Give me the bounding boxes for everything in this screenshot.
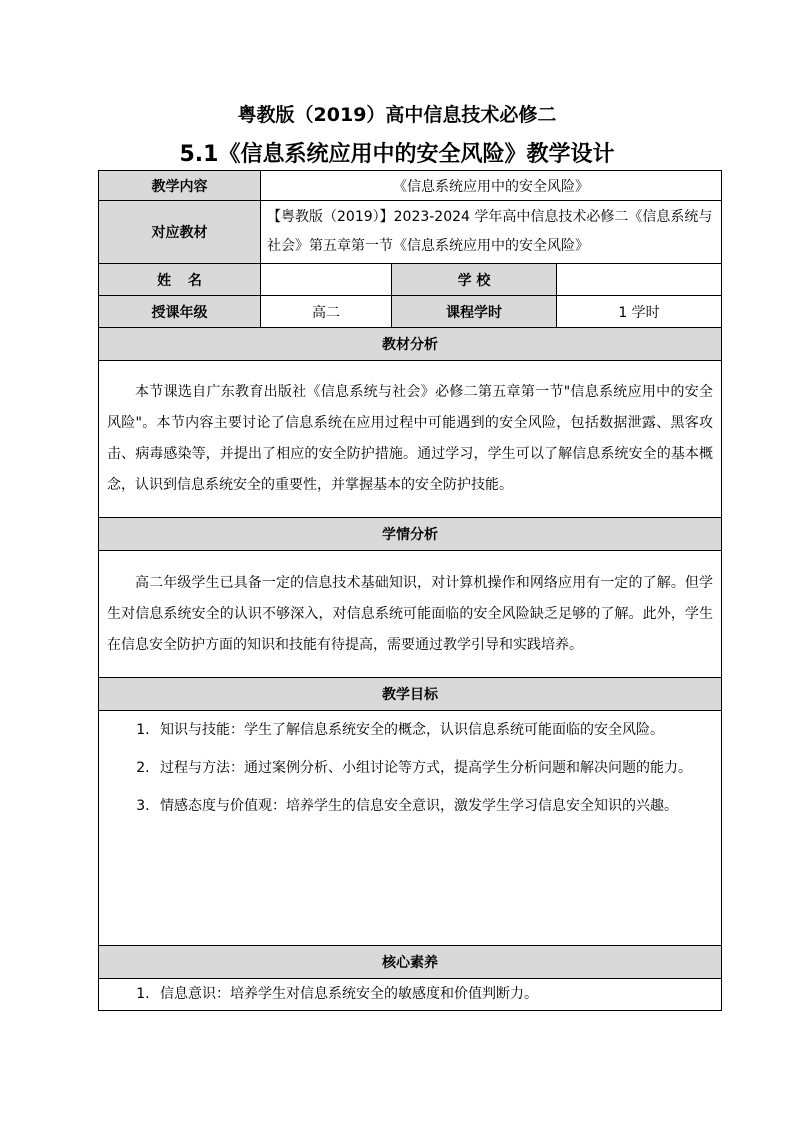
textbook-value: 【粤教版（2019）】2023-2024 学年高中信息技术必修二《信息系统与社会》第五章第一节《信息系统应用中的安全风险》 [261,201,722,264]
grade-label: 授课年级 [99,296,261,328]
table-row-students-text [99,551,722,678]
goal-item: 1. 知识与技能：学生了解信息系统安全的概念，认识信息系统可能面临的安全风险。 [154,715,713,746]
lesson-plan-table [98,170,722,1011]
table-row-content [99,171,722,201]
name-value [261,264,392,296]
table-row-textbook [99,201,722,264]
goals-cell [99,711,722,946]
hours-label: 课程学时 [392,296,557,328]
table-row-material-heading [99,328,722,361]
students-heading: 学情分析 [99,518,722,551]
literacy-heading: 核心素养 [99,946,722,979]
goal-item: 2. 过程与方法：通过案例分析、小组讨论等方式，提高学生分析问题和解决问题的能力。 [154,753,713,784]
table-row-literacy [99,979,722,1011]
material-heading: 教材分析 [99,328,722,361]
table-row-material-text [99,361,722,518]
grade-value: 高二 [261,296,392,328]
school-value [557,264,722,296]
table-row-name-school [99,264,722,296]
table-row-goals [99,711,722,946]
table-row-grade-hours [99,296,722,328]
material-text: 本节课选自广东教育出版社《信息系统与社会》必修二第五章第一节"信息系统应用中的安全风险"。本节内容主要讨论了信息系统在应用过程中可能遇到的安全风险，包括数据泄露、黑客攻击、病毒感染等，并提出了相应的安全防护措施。通过学习，学生可以了解信息系统安全的基本概念，认识到信息系统安全的重要性，并掌握基本的安全防护技能。 [99,361,722,518]
name-label: 姓名 [99,264,261,296]
hours-value: 1 学时 [557,296,722,328]
table-row-goals-heading [99,678,722,711]
goal-item: 3. 情感态度与价值观：培养学生的信息安全意识，激发学生学习信息安全知识的兴趣。 [154,791,713,822]
literacy-item: 1. 信息意识：培养学生对信息系统安全的敏感度和价值判断力。 [154,979,713,1010]
literacy-list [99,979,721,1010]
content-label: 教学内容 [99,171,261,201]
goals-list [99,711,721,822]
goals-heading: 教学目标 [99,678,722,711]
school-label: 学 校 [392,264,557,296]
content-value: 《信息系统应用中的安全风险》 [261,171,722,201]
document-subtitle: 5.1《信息系统应用中的安全风险》教学设计 [179,142,615,167]
literacy-cell [99,979,722,1011]
students-text: 高二年级学生已具备一定的信息技术基础知识，对计算机操作和网络应用有一定的了解。但学生对信息系统安全的认识不够深入，对信息系统可能面临的安全风险缺乏足够的了解。此外，学生在信息安全防护方面的知识和技能有待提高，需要通过教学引导和实践培养。 [99,551,722,678]
textbook-label: 对应教材 [99,201,261,264]
table-row-students-heading [99,518,722,551]
table-row-literacy-heading [99,946,722,979]
document-title: 粤教版（2019）高中信息技术必修二 [237,104,557,126]
